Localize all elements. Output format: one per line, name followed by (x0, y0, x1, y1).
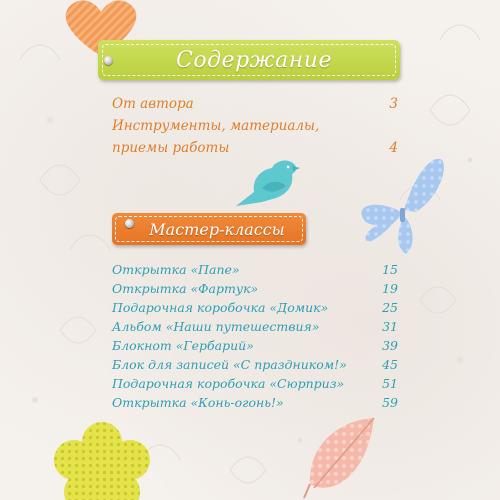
toc-entry-title: Открытка «Конь-огонь!» (112, 395, 284, 410)
toc-entry-title: Инструменты, материалы, (112, 118, 320, 134)
toc-entry-page: 51 (382, 376, 398, 391)
pushpin-icon (125, 219, 134, 228)
toc-entry-page: 4 (389, 140, 398, 156)
toc-entry-title: приемы работы (112, 140, 230, 156)
butterfly-icon (356, 150, 446, 260)
master-classes-banner (112, 213, 306, 245)
pushpin-icon (104, 56, 113, 65)
toc-entry-page: 3 (389, 96, 398, 112)
toc-entry-page: 31 (382, 319, 398, 334)
toc-entry-page: 39 (382, 338, 398, 353)
toc-entry-page: 15 (382, 262, 398, 277)
toc-entry-page: 25 (382, 300, 398, 315)
toc-entry-title: От автора (112, 96, 194, 112)
toc-entry-page: 59 (382, 395, 398, 410)
toc-entry-title: Подарочная коробочка «Домик» (112, 300, 329, 315)
toc-entry-page: 19 (382, 281, 398, 296)
master-classes-title: Мастер-классы (149, 219, 285, 239)
toc-entry-title: Блокнот «Гербарий» (112, 338, 254, 353)
toc-entry-title: Альбом «Наши путешествия» (112, 319, 320, 334)
toc-entry-title: Открытка «Папе» (112, 262, 240, 277)
bird-icon (232, 158, 302, 208)
contents-banner (98, 40, 400, 80)
flower-icon (52, 420, 152, 500)
toc-entry-title: Открытка «Фартук» (112, 281, 259, 296)
contents-title: Содержание (176, 47, 332, 73)
toc-entry-title: Подарочная коробочка «Сюрприз» (112, 376, 345, 391)
toc-master-list (112, 262, 398, 422)
toc-entry-title: Блок для записей «С праздником!» (112, 357, 347, 372)
toc-entry-page: 45 (382, 357, 398, 372)
leaf-icon (300, 414, 380, 500)
